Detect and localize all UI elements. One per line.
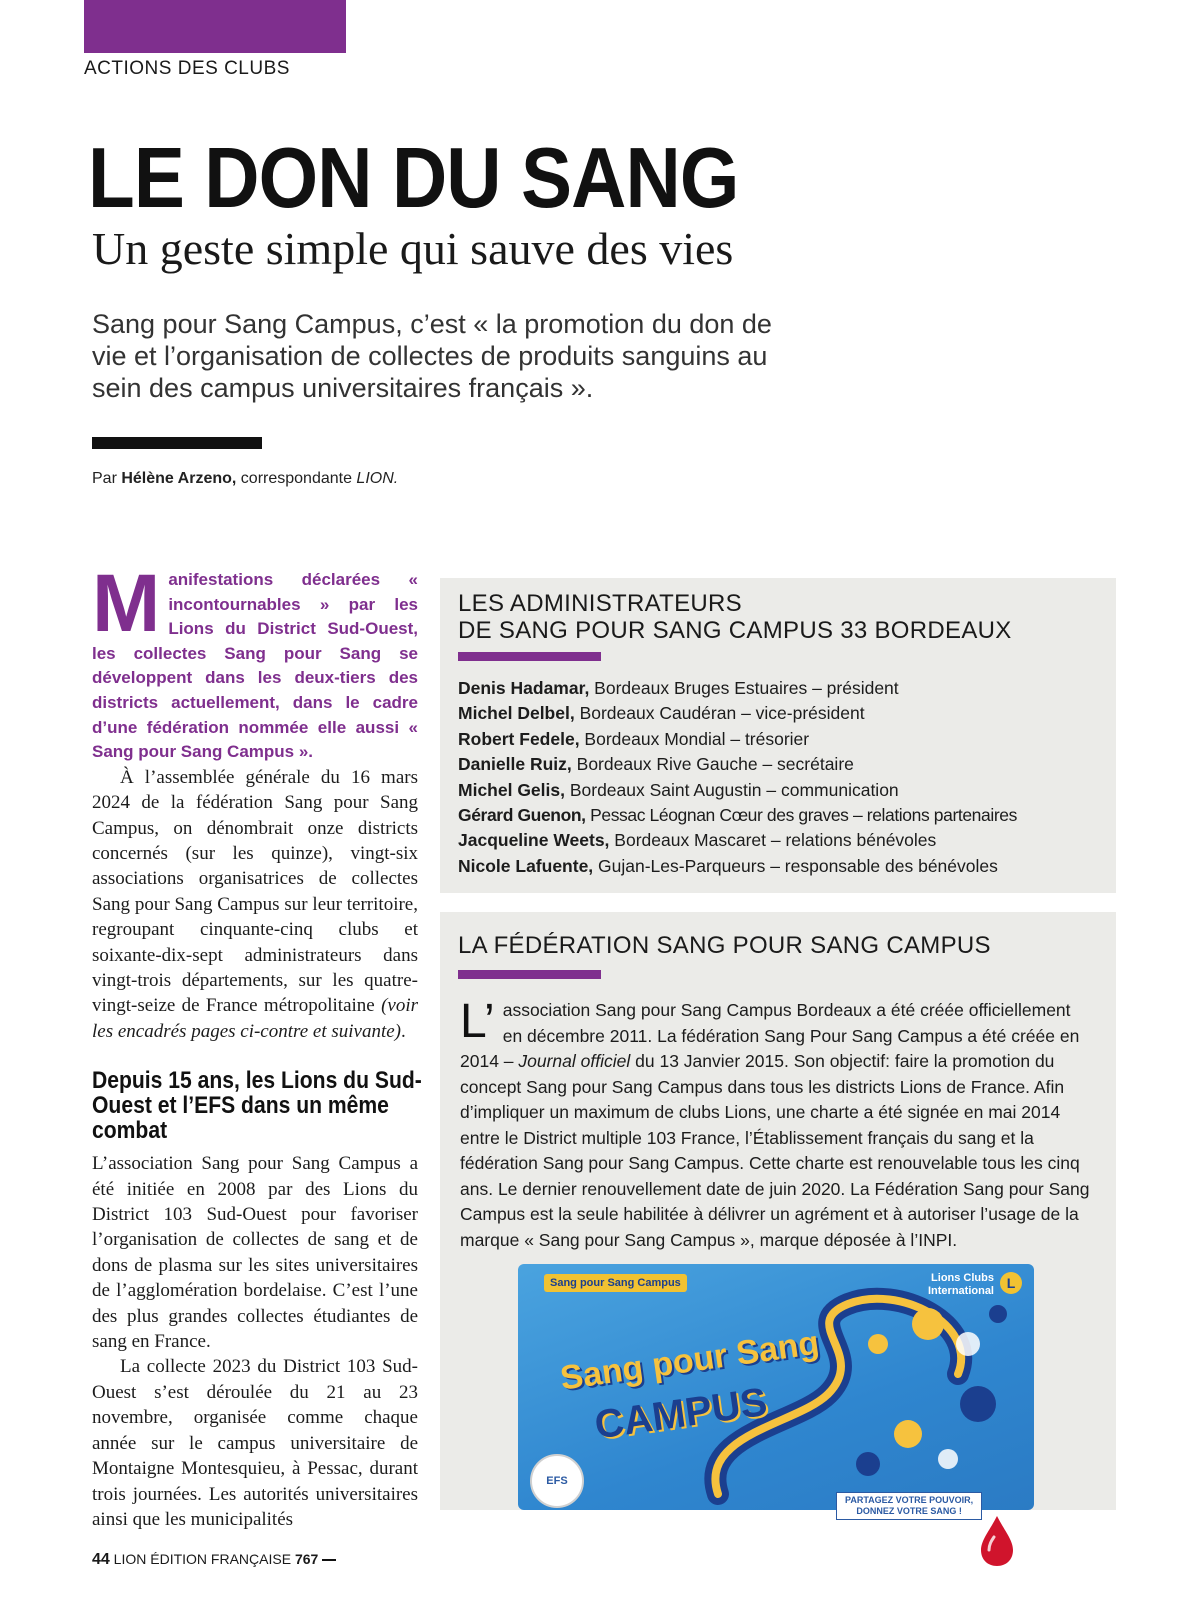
poster-title-line-2: CAMPUS [592,1379,770,1448]
admin-detail: Bordeaux Saint Augustin – communication [564,779,899,800]
federation-box-rule [458,970,601,979]
footer-publication: LION ÉDITION FRANÇAISE [109,1551,295,1567]
efs-logo: EFS [530,1454,584,1508]
page-title: LE DON DU SANG [88,131,739,226]
federation-box-title: LA FÉDÉRATION SANG POUR SANG CAMPUS [458,932,991,959]
footer-page-number: 44 [92,1551,110,1568]
admin-name: Denis Hadamar, [458,678,590,698]
admin-detail: Bordeaux Caudéran – vice-président [574,703,865,724]
poster-slogan-line-2: DONNEZ VOTRE SANG ! [856,1506,962,1516]
admin-name: Robert Fedele, [458,728,580,749]
byline-publication: LION. [356,470,399,487]
swirl-dot [989,1305,1007,1323]
poster-slogan-line-1: PARTAGEZ VOTRE POUVOIR, [845,1495,974,1505]
body-paragraph-1 [92,765,418,1044]
intro-text: anifestations déclarées « incontournables » par les Lions du District Sud-Ouest, les collectes Sang pour Sang se développent dans les deux-tiers des districts actuellement, dans le cadre d’une fédération nommée elle aussi « Sang pour Sang Campus ». [92,570,418,762]
federation-box [440,912,1116,1516]
admin-name: Michel Gelis, [458,779,565,800]
poster-slogan [836,1492,982,1520]
list-item [458,676,1108,701]
administrators-box-title [458,590,1012,644]
list-item [458,727,1108,752]
byline-author: Hélène Arzeno, [121,470,237,487]
page-footer [92,1551,336,1569]
lead-paragraph: Sang pour Sang Campus, c’est « la promotion du don de vie et l’organisation de collectes de produits sanguins au sein des campus universitaires français ». [92,309,772,403]
swirl-dot [912,1308,944,1340]
admin-detail: Gujan-Les-Parqueurs – responsable des bénévoles [593,855,998,876]
body-paragraph-2: L’association Sang pour Sang Campus a été initiée en 2008 par des Lions du District 103 Sud-Ouest pour favoriser l’organisation de collectes de sang et de dons de plasma sur les sites universitaires de l’agglomération bordelaise. C’est l’une des plus grandes collectes étudiantes de sang en France. [92,1153,418,1353]
admin-name: Gérard Guenon, [458,805,586,826]
list-item [458,752,1108,777]
administrators-box [440,578,1116,893]
federation-text-2: du 13 Janvier 2015. Son objectif: faire la promotion du concept Sang pour Sang Campus dans tous les districts Lions de France. Afin d’impliquer un maximum de clubs Lions, une charte a été signée en mai 2014 entre le District multiple 103 France, l’Établissement français du sang et la fédération Sang pour Sang Campus. Cette charte est renouvelable tous les cinq ans. Le dernier renouvellement date de juin 2020. La Fédération Sang pour Sang Campus est la seule habilitée à délivrer un agrément et à autoriser l’usage de la marque « Sang pour Sang Campus », marque déposée à l’INPI. [460,1051,1090,1250]
footer-issue-number: 767 [294,1551,319,1567]
poster-title-line-1: Sang pour Sang [558,1323,822,1398]
byline [92,470,398,488]
byline-prefix: Par [92,470,122,487]
body-paragraph-1-text: À l’assemblée générale du 16 mars 2024 de la fédération Sang pour Sang Campus, on dénombrait onze districts concernés (sur les quinze), vingt-six associations organisatrices de collectes Sang pour Sang Campus sur leur territoire, regroupant cinquante-cinq clubs et soixante-dix-sept administrateurs dans vingt-trois départements, sur les quatre-vingt-seize de France métropolitaine [92,766,418,1017]
poster-lions-line-1: Lions Clubs [931,1272,994,1284]
federation-text-1: association Sang pour Sang Campus Bordeaux a été créée officiellement en décembre 2011. La fédération Sang Pour Sang Campus a été créée en 2014 – [460,1000,1080,1071]
admin-name: Michel Delbel, [458,703,575,724]
admin-detail: Bordeaux Rive Gauche – secrétaire [571,754,854,775]
administrators-box-rule [458,652,601,661]
swirl-dot [894,1420,922,1448]
swirl-dot [960,1386,996,1422]
left-column [92,558,422,1532]
admin-detail: Pessac Léognan Cœur des graves – relations partenaires [585,805,1017,826]
list-item [458,803,1108,828]
section-label: ACTIONS DES CLUBS [84,58,290,79]
list-item [458,778,1108,803]
byline-role: correspondante [236,470,357,487]
lions-emblem-icon: L [1000,1272,1022,1294]
lead-divider [92,437,262,449]
federation-paragraph [460,995,1090,1253]
admin-detail: Bordeaux Mondial – trésorier [579,728,810,749]
federation-dropcap: L’ [460,995,495,1048]
body-paragraph-1-end: . [401,1020,406,1042]
list-item [458,854,1108,879]
admin-name: Jacqueline Weets, [458,830,610,851]
poster-logo: Sang pour Sang Campus [544,1274,687,1292]
section-heading: Depuis 15 ans, les Lions du Sud-Ouest et l’EFS dans un même combat [92,1067,422,1145]
swirl-dot [868,1334,888,1354]
admin-name: Danielle Ruiz, [458,754,572,775]
top-color-bar [84,0,346,53]
intro-paragraph [92,558,418,765]
swirl-dot [938,1449,958,1469]
administrators-title-line-1: LES ADMINISTRATEURS [458,590,742,617]
swirl-dot [956,1332,980,1356]
admin-name: Nicole Lafuente, [458,855,594,876]
blood-drop-icon [978,1514,1016,1568]
list-item [458,828,1108,853]
list-item [458,701,1108,726]
footer-dash [322,1559,336,1561]
campaign-poster [518,1264,1034,1516]
administrators-list [458,676,1108,879]
swirl-dot [856,1452,880,1476]
body-paragraph-1-italic: (voir les encadrés pages ci-contre et suivante) [92,995,418,1042]
admin-detail: Bordeaux Mascaret – relations bénévoles [609,830,937,851]
administrators-title-line-2: DE SANG POUR SANG CAMPUS 33 BORDEAUX [458,617,1012,644]
admin-detail: Bordeaux Bruges Estuaires – président [589,678,899,698]
federation-text-italic: Journal officiel [518,1051,631,1071]
intro-dropcap: M [92,558,161,649]
body-paragraph-3: La collecte 2023 du District 103 Sud-Ouest s’est déroulée du 21 au 23 novembre, organisée comme chaque année sur le campus universitaire de Montaigne Montesquieu, à Pessac, durant trois journées. Les autorités universitaires ainsi que les municipalités [92,1356,418,1530]
page-subtitle: Un geste simple qui sauve des vies [92,223,734,274]
poster-lions-line-2: International [927,1285,994,1297]
